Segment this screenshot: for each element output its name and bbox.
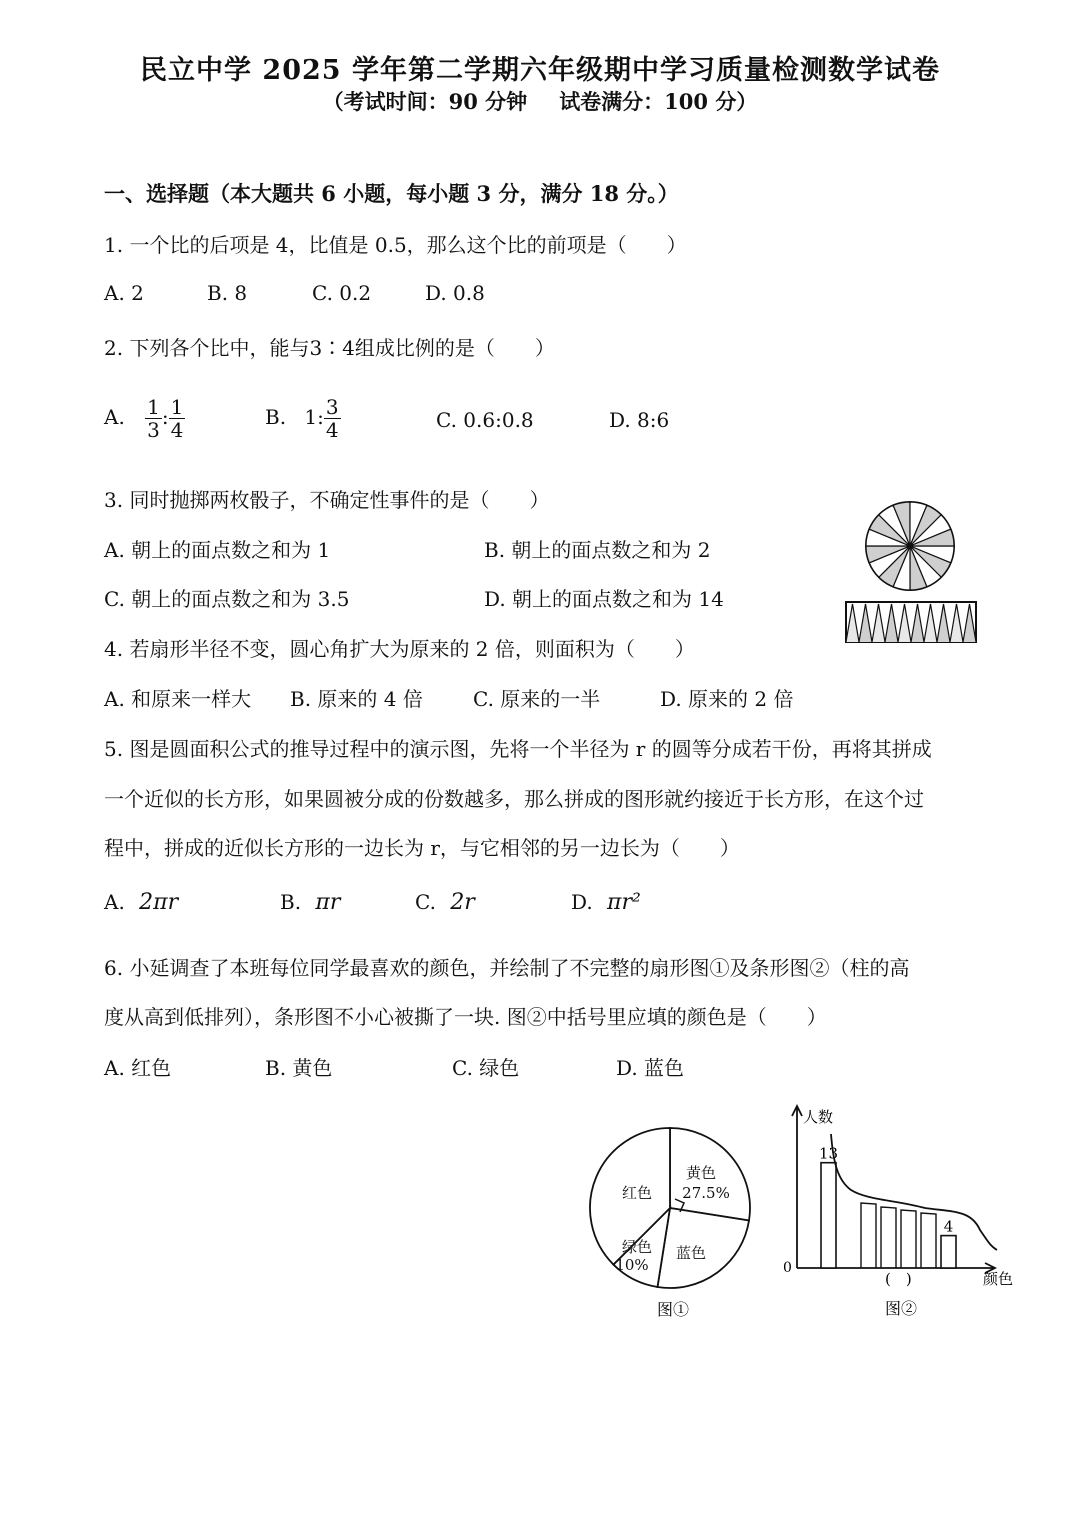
q3-option-b: B. 朝上的面点数之和为 2	[484, 538, 711, 562]
torn-bar	[881, 1207, 896, 1268]
pie-label-yellow: 黄色	[685, 1164, 717, 1182]
blank-color-placeholder: ( )	[885, 1270, 912, 1288]
exam-subtitle	[0, 86, 1080, 116]
bar-chart-caption: 图②	[885, 1299, 918, 1318]
q2-option-b-label: B.	[265, 405, 287, 429]
pie-chart-caption: 图①	[656, 1300, 690, 1319]
q2-fraction-2	[169, 396, 186, 441]
q5-option-c-label: C.	[415, 890, 436, 914]
q3-option-a: A. 朝上的面点数之和为 1	[104, 538, 331, 562]
q3-stem: 3. 同时抛掷两枚骰子，不确定性事件的是（ ）	[104, 488, 550, 512]
q5-option-b	[280, 890, 340, 915]
torn-bar	[921, 1213, 936, 1268]
q5-option-c	[415, 890, 475, 915]
pie-chart-figure	[580, 1125, 770, 1325]
q2-option-d: D. 8:6	[609, 408, 670, 432]
q4-option-c: C. 原来的一半	[473, 687, 601, 711]
q5-option-b-value: πr	[315, 890, 341, 915]
circle-area-demo-figure	[840, 500, 980, 650]
fraction-numerator: 1	[147, 395, 160, 419]
pie-label-green-percent: 10%	[615, 1256, 649, 1274]
divided-circle	[866, 502, 954, 590]
q1-option-b: B. 8	[207, 281, 248, 305]
q5-option-c-value: 2r	[450, 890, 475, 915]
y-axis-label: 人数	[803, 1108, 834, 1126]
bar-value-label: 4	[943, 1217, 954, 1236]
q1-option-a: A. 2	[104, 281, 144, 305]
q5-option-a	[104, 890, 178, 915]
q1-option-c: C. 0.2	[312, 281, 372, 305]
rearranged-rectangle	[846, 602, 976, 642]
fraction-numerator: 3	[325, 395, 339, 419]
q5-stem-line-2: 一个近似的长方形，如果圆被分成的份数越多，那么拼成的图形就约接近于长方形，在这个过	[104, 787, 924, 811]
q2-option-a-label: A.	[104, 405, 125, 429]
q2-option-c: C. 0.6:0.8	[436, 408, 534, 432]
exam-score: 试卷满分：100 分）	[559, 89, 758, 114]
q6-option-a: A. 红色	[104, 1056, 172, 1080]
ratio-prefix: 1:	[304, 405, 324, 429]
q5-option-d-value: πr²	[607, 890, 641, 915]
torn-paper-edge	[831, 1134, 997, 1250]
q2-option-b	[265, 396, 341, 441]
q5-option-d-label: D.	[571, 890, 593, 914]
torn-line	[831, 1134, 997, 1250]
q5-stem-line-3: 程中，拼成的近似长方形的一边长为 r，与它相邻的另一边长为（ ）	[104, 836, 740, 860]
pie-label-blue: 蓝色	[675, 1244, 707, 1262]
q2-fraction-1	[145, 396, 162, 441]
origin-label: 0	[783, 1260, 792, 1276]
q4-stem: 4. 若扇形半径不变，圆心角扩大为原来的 2 倍，则面积为（ ）	[104, 637, 695, 661]
fraction-numerator: 1	[170, 395, 184, 419]
q3-option-d: D. 朝上的面点数之和为 14	[484, 587, 724, 611]
bar-value-label: 13	[818, 1144, 839, 1163]
pie-label-red: 红色	[621, 1184, 653, 1202]
torn-bar	[861, 1203, 876, 1268]
q6-stem-line-1: 6. 小延调查了本班每位同学最喜欢的颜色，并绘制了不完整的扇形图①及条形图②（柱的高	[104, 956, 910, 980]
q4-option-d: D. 原来的 2 倍	[660, 687, 794, 711]
exam-time: （考试时间：90 分钟	[322, 89, 528, 114]
q6-option-d: D. 蓝色	[616, 1056, 685, 1080]
q6-stem-line-2: 度从高到低排列），条形图不小心被撕了一块. 图②中括号里应填的颜色是（ ）	[104, 1005, 827, 1029]
fraction-denominator: 4	[325, 418, 339, 442]
q6-option-c: C. 绿色	[452, 1056, 520, 1080]
q4-option-b: B. 原来的 4 倍	[290, 687, 423, 711]
bar	[821, 1163, 836, 1268]
bar-chart-figure	[775, 1100, 1035, 1325]
q1-option-d: D. 0.8	[425, 281, 485, 305]
q6-option-b: B. 黄色	[265, 1056, 333, 1080]
q5-option-a-value: 2πr	[139, 890, 179, 915]
q5-stem-line-1: 5. 图是圆面积公式的推导过程中的演示图，先将一个半径为 r 的圆等分成若干份，再将其拼成	[104, 737, 932, 761]
q1-stem: 1. 一个比的后项是 4，比值是 0.5，那么这个比的前项是（ ）	[104, 233, 687, 257]
q2-option-a	[104, 396, 185, 441]
pie-label-yellow-percent: 27.5%	[682, 1184, 730, 1202]
bar	[941, 1236, 956, 1268]
fraction-denominator: 4	[170, 418, 184, 442]
q5-option-b-label: B.	[280, 890, 302, 914]
exam-title: 民立中学 2025 学年第二学期六年级期中学习质量检测数学试卷	[140, 55, 940, 86]
q2-stem: 2. 下列各个比中，能与3∶4组成比例的是（ ）	[104, 336, 555, 360]
pie-label-green: 绿色	[621, 1238, 653, 1256]
fraction-denominator: 3	[147, 418, 160, 442]
q5-option-a-label: A.	[104, 890, 125, 914]
q4-option-a: A. 和原来一样大	[104, 687, 252, 711]
q5-option-d	[571, 890, 641, 915]
q2-fraction-3	[324, 396, 341, 441]
section-heading: 一、选择题（本大题共 6 小题，每小题 3 分，满分 18 分。）	[104, 181, 679, 206]
torn-bar	[901, 1210, 916, 1268]
q3-option-c: C. 朝上的面点数之和为 3.5	[104, 587, 350, 611]
x-axis-label: 颜色	[983, 1270, 1014, 1288]
ratio-colon: :	[161, 405, 169, 429]
